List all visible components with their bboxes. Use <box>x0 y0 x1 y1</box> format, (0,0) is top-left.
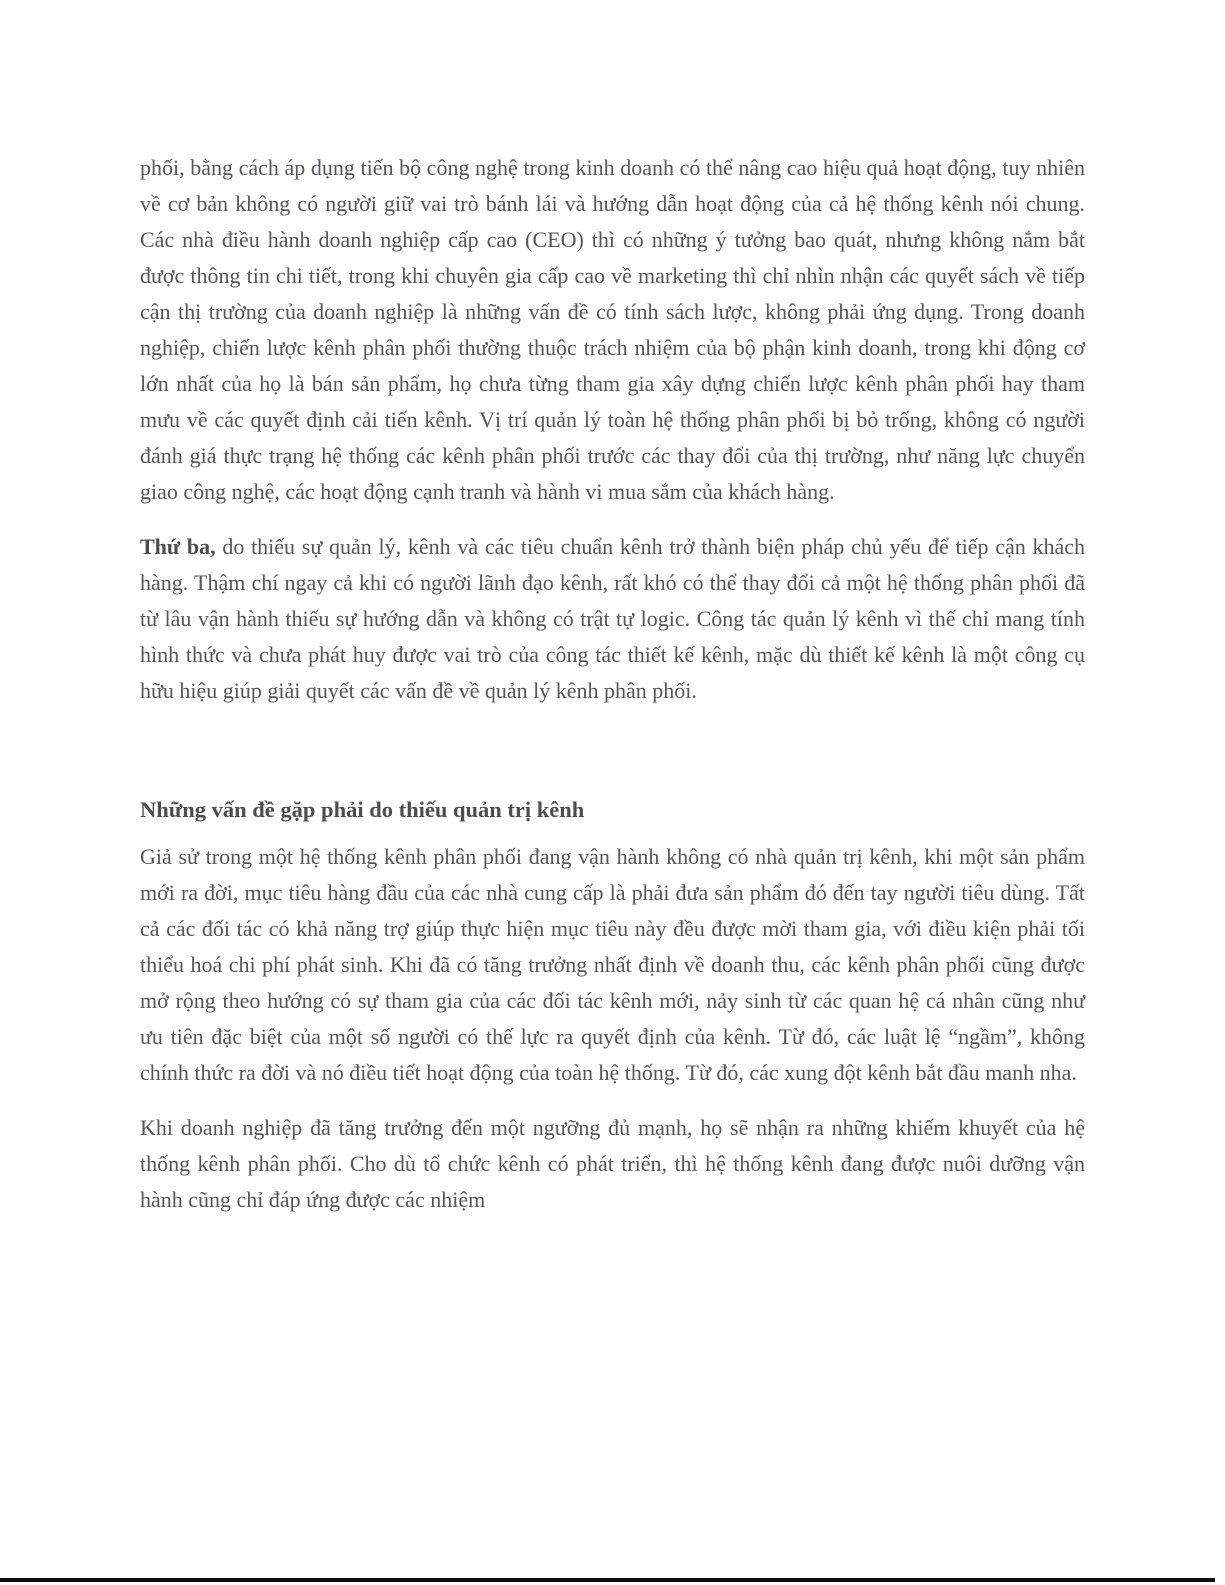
paragraph-continuation: phối, bằng cách áp dụng tiến bộ công nghệ trong kinh doanh có thể nâng cao hiệu quả hoạt động, tuy nhiên về cơ bản không có người giữ vai trò bánh lái và hướng dẫn hoạt động của cả hệ thống kênh nói chung. Các nhà điều hành doanh nghiệp cấp cao (CEO) thì có những ý tưởng bao quát, nhưng không nắm bắt được thông tin chi tiết, trong khi chuyên gia cấp cao về marketing thì chỉ nhìn nhận các quyết sách về tiếp cận thị trường của doanh nghiệp là những vấn đề có tính sách lược, không phải ứng dụng. Trong doanh nghiệp, chiến lược kênh phân phối thường thuộc trách nhiệm của bộ phận kinh doanh, trong khi động cơ lớn nhất của họ là bán sản phẩm, họ chưa từng tham gia xây dựng chiến lược kênh phân phối hay tham mưu về các quyết định cải tiến kênh. Vị trí quản lý toàn hệ thống phân phối bị bỏ trống, không có người đánh giá thực trạng hệ thống các kênh phân phối trước các thay đổi của thị trường, như năng lực chuyển giao công nghệ, các hoạt động cạnh tranh và hành vi mua sắm của khách hàng. <box>140 155 1085 504</box>
paragraph-khi-doanh-nghiep: Khi doanh nghiệp đã tăng trưởng đến một ngưỡng đủ mạnh, họ sẽ nhận ra những khiếm khuyết của hệ thống kênh phân phối. Cho dù tổ chức kênh có phát triển, thì hệ thống kênh đang được nuôi dưỡng vận hành cũng chỉ đáp ứng được các nhiệm <box>140 1115 1085 1212</box>
section-heading: Những vấn đề gặp phải do thiếu quản trị kênh <box>140 797 585 822</box>
paragraph-gia-su: Giả sử trong một hệ thống kênh phân phối đang vận hành không có nhà quản trị kênh, khi một sản phẩm mới ra đời, mục tiêu hàng đầu của các nhà cung cấp là phải đưa sản phẩm đó đến tay người tiêu dùng. Tất cả các đối tác có khả năng trợ giúp thực hiện mục tiêu này đều được mời tham gia, với điều kiện phải tối thiểu hoá chi phí phát sinh. Khi đã có tăng trưởng nhất định về doanh thu, các kênh phân phối cũng được mở rộng theo hướng có sự tham gia của các đối tác kênh mới, nảy sinh từ các quan hệ cá nhân cũng như ưu tiên đặc biệt của một số người có thế lực ra quyết định của kênh. Từ đó, các luật lệ “ngầm”, không chính thức ra đời và nó điều tiết hoạt động của toàn hệ thống. Từ đó, các xung đột kênh bắt đầu manh nha. <box>140 844 1085 1085</box>
paragraph-body-text: do thiếu sự quản lý, kênh và các tiêu chuẩn kênh trở thành biện pháp chủ yếu để tiếp cận khách hàng. Thậm chí ngay cả khi có người lãnh đạo kênh, rất khó có thể thay đổi cả một hệ thống phân phối đã từ lâu vận hành thiếu sự hướng dẫn và không có trật tự logic. Công tác quản lý kênh vì thế chỉ mang tính hình thức và chưa phát huy được vai trò của công tác thiết kế kênh, mặc dù thiết kế kênh là một công cụ hữu hiệu giúp giải quyết các vấn đề về quản lý kênh phân phối. <box>140 534 1085 703</box>
page-bottom-edge <box>0 1578 1215 1582</box>
paragraph-lead-bold: Thứ ba, <box>140 534 216 559</box>
page-text-column <box>140 150 1085 1237</box>
paragraph-thu-ba <box>140 529 1085 709</box>
